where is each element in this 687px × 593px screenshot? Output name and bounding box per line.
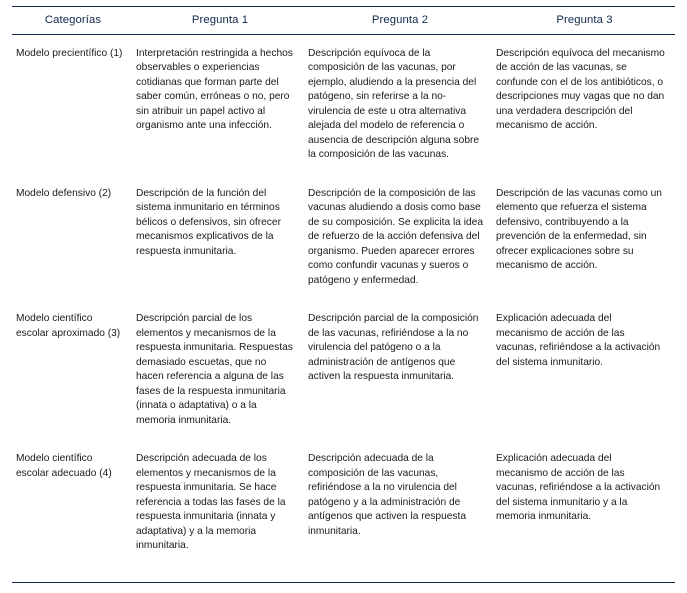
cell-pregunta-2: Descripción adecuada de la composición de las vacunas, refiriéndose a la no virulencia del patógeno y a la administración de antígenos que activen la respuesta inmunitaria.	[308, 453, 467, 537]
cell-pregunta-2: Descripción parcial de la composición de las vacunas, refiriéndose a la no virulencia del patógeno o a la administración de antígenos que activen la respuesta inmunitaria.	[308, 313, 479, 383]
column-header-pregunta-2: Pregunta 2	[306, 7, 494, 35]
cell-pregunta-2: Descripción de la composición de las vacunas aludiendo a dosis como base de su composición. Se explicita la idea de refuerzo de la acción defensiva del organismo. Pueden aparecer errores como confundir vacunas y sueros o patógeno y enfermedad.	[308, 187, 483, 286]
table-bottom-rule	[12, 582, 675, 583]
table-header-row	[12, 7, 675, 35]
cell-pregunta-1: Descripción de la función del sistema inmunitario en términos bélicos o defensivos, sin ofrecer mecanismos explicativos de la respuesta inmunitaria.	[136, 187, 281, 257]
cell-pregunta-3: Descripción equívoca del mecanismo de acción de las vacunas, se confunde con el de los antibióticos, o descripciones muy vagas que no dan una verdadera descripción del mecanismo de acción.	[496, 48, 665, 132]
document-page	[0, 6, 687, 593]
cell-categoria: Modelo científico escolar aproximado (3)	[16, 313, 121, 339]
column-header-pregunta-1: Pregunta 1	[134, 7, 306, 35]
cell-pregunta-3: Explicación adecuada del mecanismo de acción de las vacunas, refiriéndose a la activación del sistema inmunitario.	[496, 313, 661, 368]
cell-categoria: Modelo científico escolar adecuado (4)	[16, 453, 112, 479]
cell-pregunta-2: Descripción equívoca de la composición de las vacunas, por ejemplo, aludiendo a la presencia del patógeno, sin referirse a la no-virulencia de este u otra alternativa alejada del modelo de referencia o ausencia de descripción alguna sobre la composición de las vacunas.	[308, 48, 480, 161]
categories-matrix-table	[12, 6, 675, 564]
cell-pregunta-1: Descripción parcial de los elementos y mecanismos de la respuesta inmunitaria. Respuestas demasiado escuetas, que no hacen referencia a alguna de las fases de la respuesta inmunitaria (innata o adaptativa) o a la memoria inmunitaria.	[136, 313, 293, 426]
cell-pregunta-1: Descripción adecuada de los elementos y mecanismos de la respuesta inmunitaria. Se hace referencia a todas las fases de la respuesta inmunitaria (innata y adaptativa) y a la memoria inmunitaria.	[136, 453, 286, 552]
table-body	[12, 35, 675, 564]
column-header-pregunta-3: Pregunta 3	[494, 7, 675, 35]
table-row	[12, 300, 675, 440]
table-row	[12, 35, 675, 175]
cell-categoria: Modelo precientífico (1)	[16, 48, 123, 59]
cell-pregunta-3: Descripción de las vacunas como un elemento que refuerza el sistema defensivo, contribuyendo a la prevención de la enfermedad, sin ofrecer explicaciones sobre su mecanismo de acción.	[496, 187, 662, 272]
table-header	[12, 7, 675, 35]
table-row	[12, 175, 675, 300]
cell-pregunta-1: Interpretación restringida a hechos observables o experiencias cotidianas que forman parte del saber común, erróneas o no, pero sin atribuir un papel activo al organismo ante una infección.	[136, 48, 293, 132]
table-row	[12, 440, 675, 563]
cell-categoria: Modelo defensivo (2)	[16, 187, 112, 199]
cell-pregunta-3: Explicación adecuada del mecanismo de acción de las vacunas, refiriéndose a la activación del sistema inmunitario y a la memoria inmunitaria.	[496, 453, 661, 523]
column-header-categorias: Categorías	[12, 7, 134, 35]
